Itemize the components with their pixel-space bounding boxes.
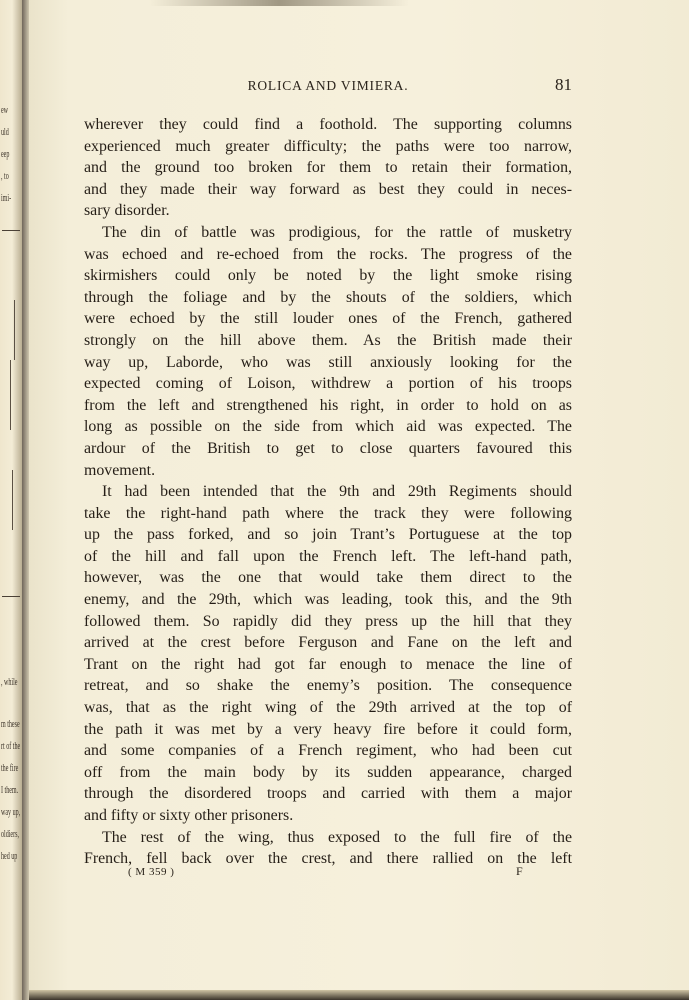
- facing-page-illustration-line: [12, 470, 13, 530]
- text-line: followed them. So rapidly did they press up the hill that they: [84, 612, 572, 630]
- text-line: take the right-hand path where the track they were following: [84, 504, 572, 522]
- text-line: of the hill and fall upon the French left. The left-hand path,: [84, 547, 572, 565]
- text-line: retreat, and so shake the enemy’s position. The consequence: [84, 677, 572, 695]
- text-line: expected coming of Loison, withdrew a portion of his troops: [84, 375, 572, 393]
- facing-page-fragment: m these: [1, 718, 20, 730]
- facing-page-fragment: uld: [1, 126, 9, 138]
- text-line: from the left and strengthened his right, in order to hold on as: [84, 396, 572, 414]
- facing-page-illustration-line: [10, 360, 11, 430]
- text-line: The din of battle was prodigious, for the rattle of musketry: [102, 223, 572, 241]
- printer-signature-mark: ( M 359 ): [128, 866, 175, 878]
- text-line: enemy, and the 29th, which was leading, took this, and the 9th: [84, 591, 572, 609]
- text-line: the path it was met by a very heavy fire before it could form,: [84, 720, 572, 738]
- facing-page-illustration-line: [14, 300, 15, 360]
- body-text: [84, 114, 572, 870]
- facing-page-fragment: eep: [1, 148, 10, 160]
- facing-page-fragment: way up,: [1, 806, 21, 818]
- facing-page-fragment: the fire: [1, 762, 19, 774]
- text-line: skirmishers could only be noted by the light smoke rising: [84, 267, 572, 285]
- facing-page-fragment: , to: [1, 170, 9, 182]
- facing-page-fragment: hed up: [1, 850, 18, 862]
- text-line: off from the main body by its sudden appearance, charged: [84, 763, 572, 781]
- page-number: 81: [555, 75, 572, 94]
- facing-page-fragment: ew: [1, 104, 9, 116]
- facing-page-fragment: I them.: [1, 784, 19, 796]
- text-line: ardour of the British to get to close quarters favoured this: [84, 439, 572, 457]
- text-line: arrived at the crest before Ferguson and Fane on the left and: [84, 634, 572, 652]
- facing-page-rule: [2, 596, 20, 597]
- text-line: The rest of the wing, thus exposed to the full fire of the: [102, 828, 572, 846]
- text-line: sary disorder.: [84, 202, 170, 220]
- text-line: however, was the one that would take them direct to the: [84, 569, 572, 587]
- facing-page-rule: [2, 230, 20, 231]
- text-line: long as possible on the side from which aid was expected. The: [84, 418, 572, 436]
- text-line: experienced much greater difficulty; the paths were too narrow,: [84, 137, 572, 155]
- text-line: wherever they could find a foothold. The supporting columns: [84, 116, 572, 133]
- facing-page-fragment: rt of the: [1, 740, 21, 752]
- book-gutter: [22, 0, 29, 1000]
- text-line: through the disordered troops and carried with them a major: [84, 785, 572, 803]
- text-line: was, that as the right wing of the 29th arrived at the top of: [84, 699, 572, 717]
- text-line: and the ground too broken for them to retain their formation,: [84, 159, 572, 177]
- facing-page-edge: [0, 0, 22, 1000]
- text-line: strongly on the hill above them. As the British made their: [84, 331, 572, 349]
- text-line: and they made their way forward as best they could in neces-: [84, 180, 572, 198]
- text-line: was echoed and re-echoed from the rocks. The progress of the: [84, 245, 572, 263]
- text-line: French, fell back over the crest, and there rallied on the left: [84, 850, 572, 868]
- text-line: It had been intended that the 9th and 29th Regiments should: [102, 483, 572, 501]
- text-line: Trant on the right had got far enough to menace the line of: [84, 655, 572, 673]
- page-footer: [84, 866, 572, 882]
- text-line: and some companies of a French regiment, who had been cut: [84, 742, 572, 760]
- text-line: movement.: [84, 461, 156, 479]
- text-line: were echoed by the still louder ones of the French, gathered: [84, 310, 572, 328]
- facing-page-fragment: imi-: [1, 192, 12, 204]
- page-bottom-edge: [29, 990, 689, 1000]
- text-line: and fifty or sixty other prisoners.: [84, 807, 294, 824]
- facing-page-fragment: , while: [1, 676, 18, 688]
- signature-letter: F: [516, 864, 523, 878]
- scan-top-shadow: [149, 0, 409, 6]
- facing-page-fragment: oldiers,: [1, 828, 19, 840]
- page-header: [84, 75, 572, 98]
- text-line: way up, Laborde, who was still anxiously looking for the: [84, 353, 572, 371]
- running-head: ROLICA AND VIMIERA.: [247, 78, 409, 93]
- text-line: through the foliage and by the shouts of the soldiers, which: [84, 288, 572, 306]
- text-line: up the pass forked, and so join Trant’s Portuguese at the top: [84, 526, 572, 544]
